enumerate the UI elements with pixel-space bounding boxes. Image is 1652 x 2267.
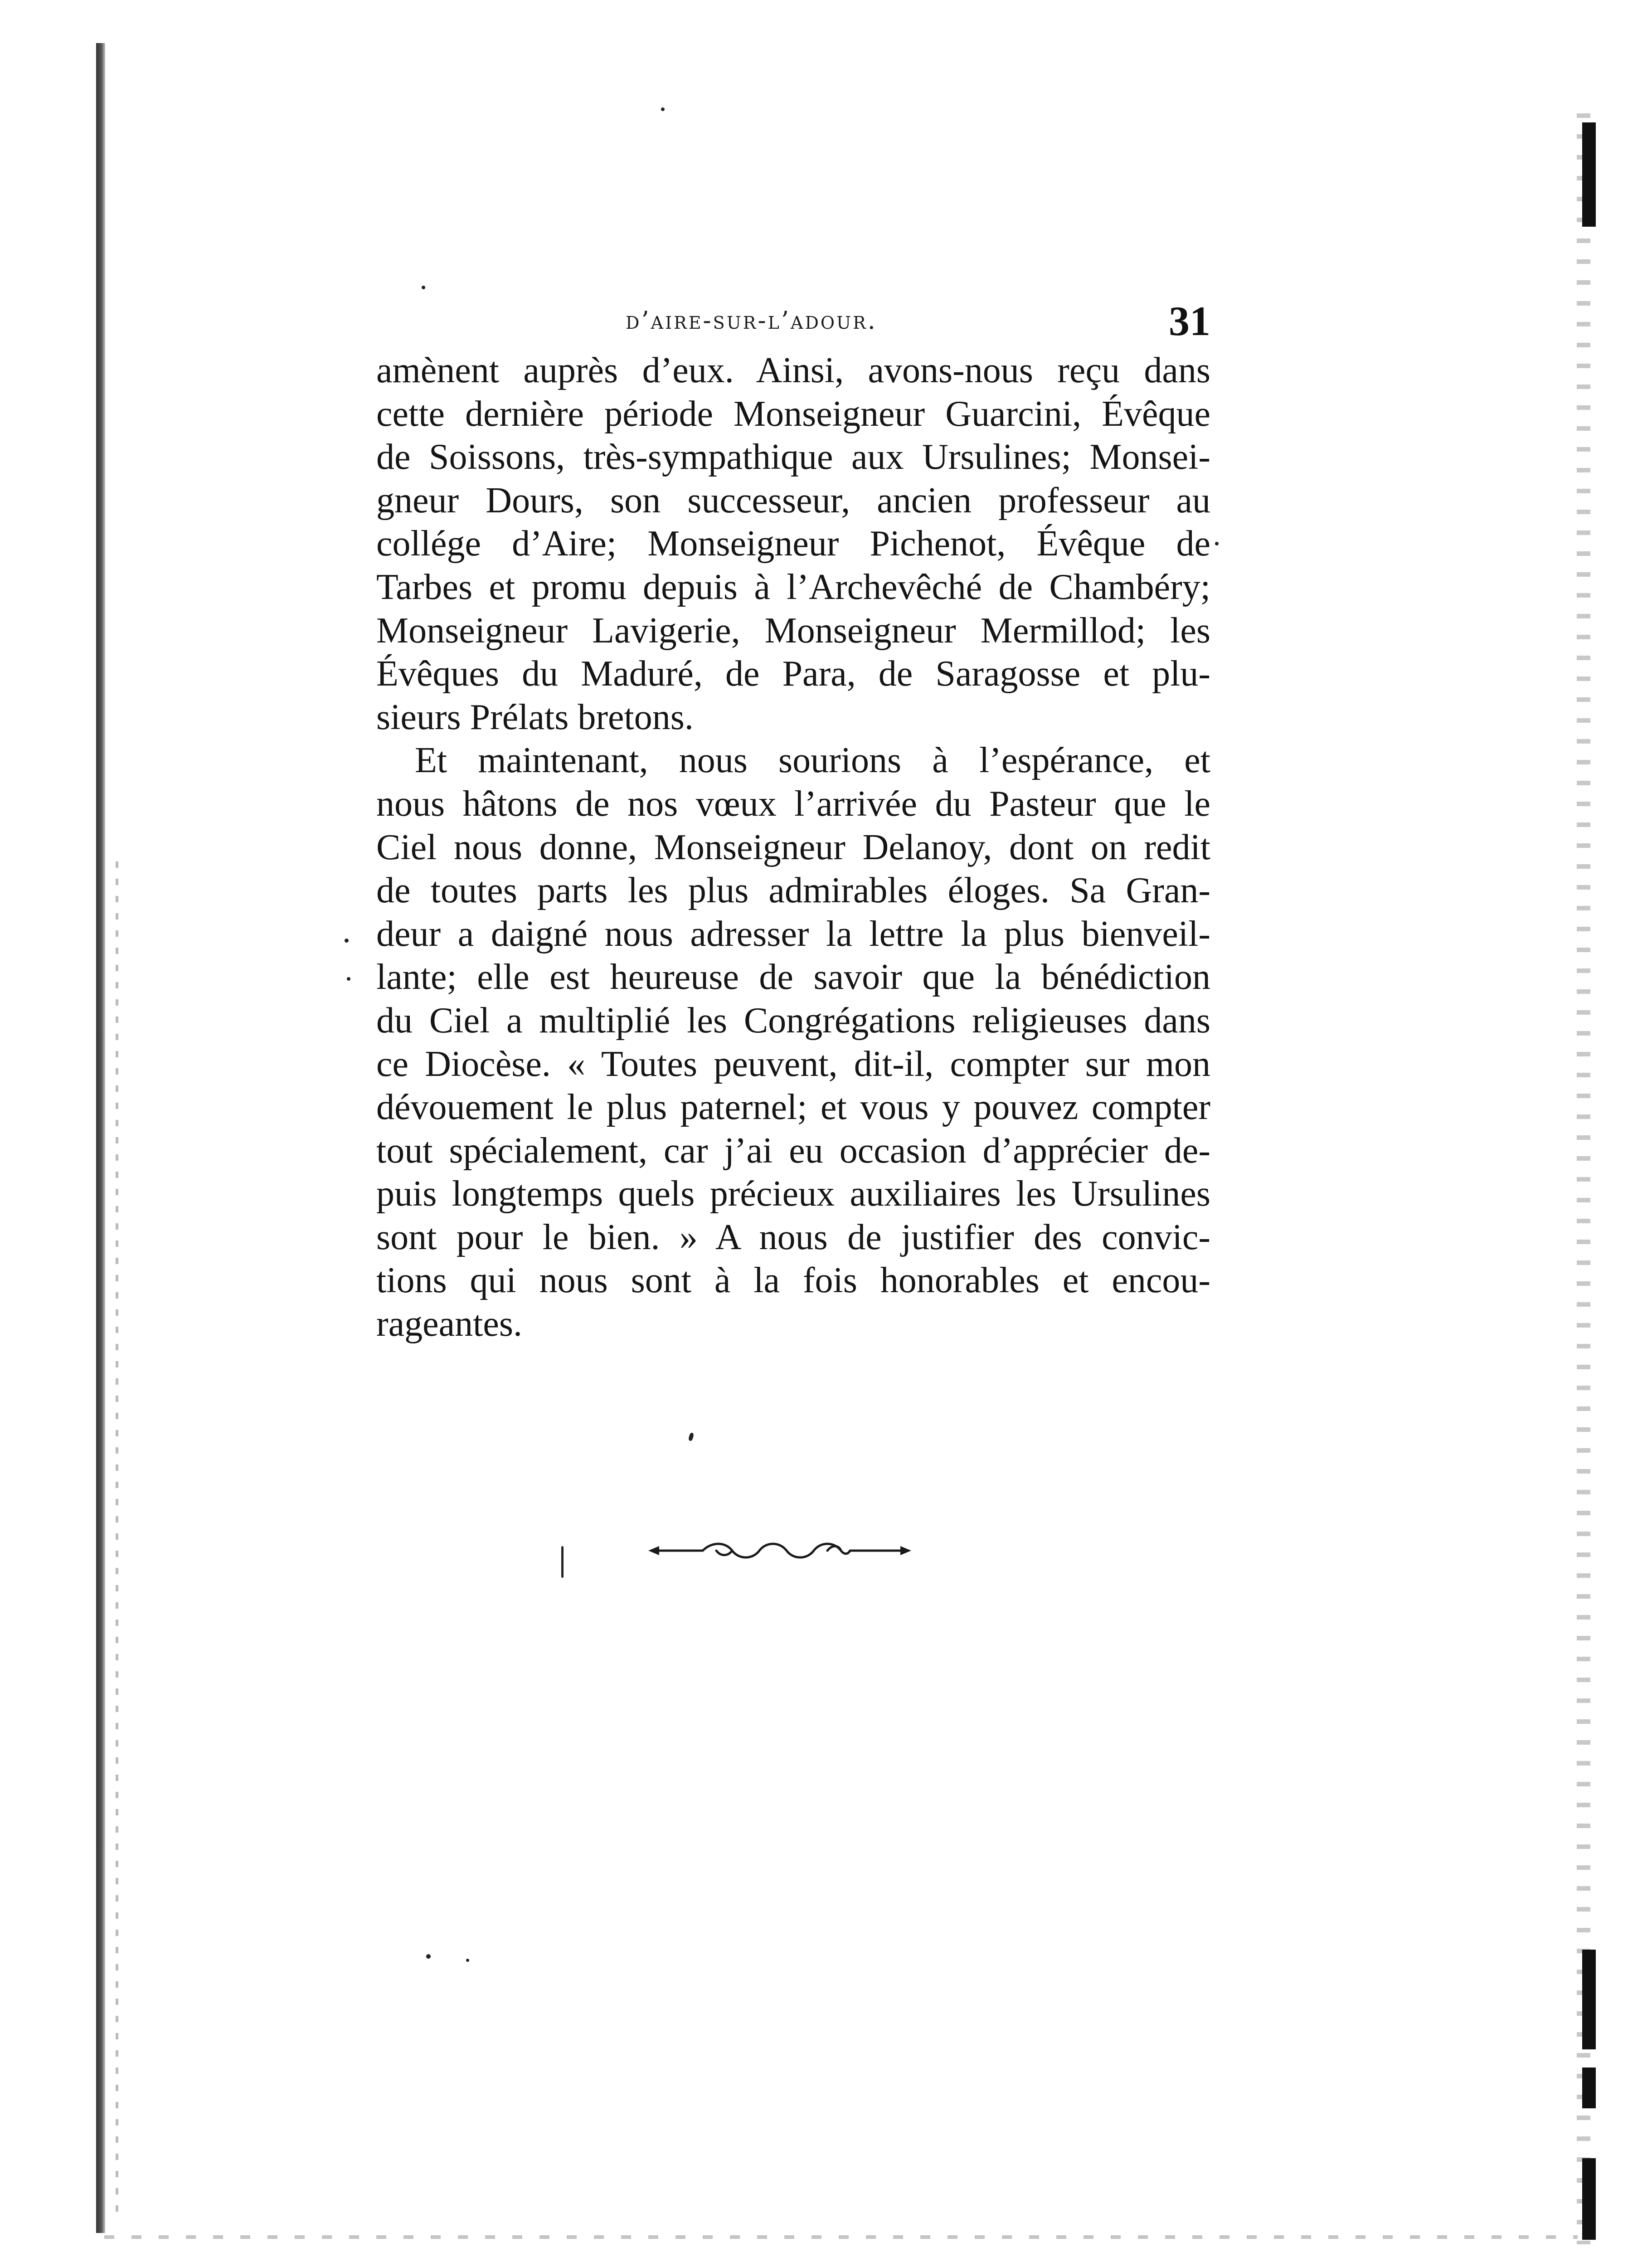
text-line: de toutes parts les plus admirables éloges. Sa Gran- [376, 871, 1210, 911]
text-line: sont pour le bien. » A nous de justifier des convic- [376, 1217, 1210, 1257]
scan-speck [688, 1432, 694, 1441]
body-text [376, 349, 1210, 1346]
text-line: puis longtemps quels précieux auxiliaires les Ursulines [376, 1174, 1210, 1214]
text-line: tout spécialement, car j’ai eu occasion d’apprécier de- [376, 1130, 1210, 1171]
text-line: amènent auprès d’eux. Ainsi, avons-nous reçu dans [376, 350, 1210, 390]
text-line: Monseigneur Lavigerie, Monseigneur Mermillod; les [376, 610, 1210, 651]
tail-piece-flourish-icon [648, 1539, 911, 1562]
scan-speck [1215, 542, 1219, 545]
binding-edge-left [96, 43, 105, 2233]
text-line: lante; elle est heureuse de savoir que la bénédiction [376, 957, 1210, 997]
text-line: Évêques du Maduré, de Para, de Saragosse et plu- [376, 654, 1210, 694]
text-line: dévouement le plus paternel; et vous y pouvez compter [376, 1087, 1210, 1128]
page-edge-right [1577, 113, 1590, 2244]
scan-speck [422, 286, 425, 289]
binding-edge-left-speckle [116, 861, 118, 2222]
text-line: collége d’Aire; Monseigneur Pichenot, Évêque de [376, 524, 1210, 564]
text-line: Et maintenant, nous sourions à l’espérance, et [415, 740, 1210, 781]
text-line: Ciel nous donne, Monseigneur Delanoy, dont on redit [376, 827, 1210, 867]
text-line: ce Diocèse. « Toutes peuvent, dit-il, compter sur mon [376, 1044, 1210, 1084]
scan-speck [345, 939, 349, 943]
text-line: du Ciel a multiplié les Congrégations religieuses dans [376, 1000, 1210, 1041]
scan-speck [661, 107, 665, 111]
text-line: tions qui nous sont à la fois honorables et encou- [376, 1260, 1210, 1301]
text-line: gneur Dours, son successeur, ancien professeur au [376, 480, 1210, 521]
paragraph [376, 739, 1210, 1346]
text-line: rageantes. [376, 1304, 523, 1344]
text-line: sieurs Prélats bretons. [376, 697, 694, 737]
text-line: de Soissons, très-sympathique aux Ursulines; Monsei- [376, 437, 1210, 477]
scan-speck [561, 1546, 564, 1578]
scan-speck [347, 977, 350, 981]
text-line: deur a daigné nous adresser la lettre la plus bienveil- [376, 914, 1210, 954]
page-edge-right-dark [1582, 2068, 1596, 2108]
scan-speck [466, 1959, 469, 1962]
text-line: cette dernière période Monseigneur Guarcini, Évêque [376, 394, 1210, 434]
page-edge-right-dark [1582, 1950, 1596, 2049]
text-line: Tarbes et promu depuis à l’Archevêché de Chambéry; [376, 567, 1210, 607]
text-line: nous hâtons de nos vœux l’arrivée du Pasteur que le [376, 783, 1210, 824]
running-head [376, 297, 1210, 347]
scan-speck [426, 1954, 431, 1959]
paragraph [376, 349, 1210, 739]
page-edge-bottom [104, 2235, 1578, 2239]
page-number: 31 [1169, 298, 1210, 344]
page-edge-right-dark [1582, 122, 1596, 227]
running-title: d’aire-sur-l’adour. [626, 306, 877, 335]
page-edge-right-dark [1582, 2158, 1596, 2240]
